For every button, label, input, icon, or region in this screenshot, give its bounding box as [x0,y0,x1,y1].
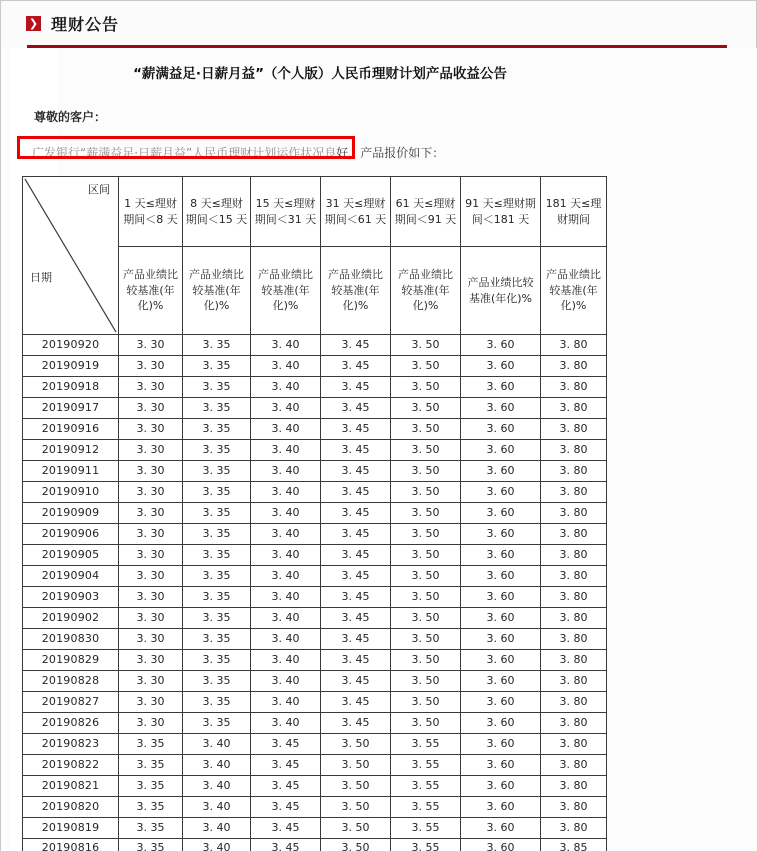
cell-rate: 3. 50 [391,524,461,545]
cell-rate: 3. 60 [461,776,541,797]
cell-date: 20190903 [23,587,119,608]
cell-rate: 3. 45 [321,419,391,440]
cell-rate: 3. 45 [251,818,321,839]
rates-table-head [23,177,607,335]
cell-date: 20190822 [23,755,119,776]
cell-rate: 3. 55 [391,734,461,755]
cell-rate: 3. 40 [251,608,321,629]
cell-rate: 3. 55 [391,797,461,818]
cell-rate: 3. 60 [461,335,541,356]
document-paragraph [32,144,444,161]
cell-date: 20190918 [23,377,119,398]
cell-rate: 3. 35 [119,734,183,755]
cell-rate: 3. 45 [251,755,321,776]
cell-rate: 3. 35 [183,608,251,629]
cell-rate: 3. 30 [119,608,183,629]
cell-rate: 3. 50 [391,650,461,671]
cell-rate: 3. 60 [461,377,541,398]
table-row [23,566,607,587]
cell-rate: 3. 80 [541,335,607,356]
table-row [23,671,607,692]
table-row [23,440,607,461]
table-row [23,818,607,839]
cell-rate: 3. 60 [461,797,541,818]
cell-rate: 3. 35 [183,587,251,608]
table-row [23,335,607,356]
cell-rate: 3. 60 [461,713,541,734]
cell-rate: 3. 30 [119,545,183,566]
cell-rate: 3. 30 [119,650,183,671]
cell-rate: 3. 60 [461,839,541,851]
cell-rate: 3. 30 [119,503,183,524]
cell-rate: 3. 45 [321,524,391,545]
cell-rate: 3. 45 [251,839,321,851]
cell-rate: 3. 35 [119,755,183,776]
cell-rate: 3. 50 [391,335,461,356]
table-row [23,713,607,734]
cell-rate: 3. 50 [321,755,391,776]
table-row [23,377,607,398]
cell-rate: 3. 50 [391,713,461,734]
cell-rate: 3. 60 [461,440,541,461]
cell-rate: 3. 50 [391,356,461,377]
cell-rate: 3. 45 [321,608,391,629]
cell-rate: 3. 80 [541,566,607,587]
cell-rate: 3. 40 [251,356,321,377]
cell-rate: 3. 60 [461,587,541,608]
cell-rate: 3. 80 [541,755,607,776]
table-row [23,419,607,440]
table-row [23,692,607,713]
cell-rate: 3. 35 [183,524,251,545]
cell-rate: 3. 45 [321,545,391,566]
cell-rate: 3. 50 [391,461,461,482]
cell-rate: 3. 40 [251,713,321,734]
cell-rate: 3. 45 [321,650,391,671]
cell-rate: 3. 50 [391,692,461,713]
cell-rate: 3. 35 [183,692,251,713]
cell-rate: 3. 50 [321,797,391,818]
cell-rate: 3. 30 [119,692,183,713]
cell-date: 20190916 [23,419,119,440]
cell-rate: 3. 80 [541,629,607,650]
cell-rate: 3. 80 [541,650,607,671]
cell-rate: 3. 30 [119,482,183,503]
cell-rate: 3. 45 [321,692,391,713]
table-row [23,524,607,545]
paragraph-tail-text: 好，产品报价如下： [336,146,445,160]
cell-date: 20190827 [23,692,119,713]
cell-rate: 3. 35 [119,839,183,851]
cell-rate: 3. 40 [251,377,321,398]
cell-rate: 3. 80 [541,524,607,545]
table-row [23,797,607,818]
table-row [23,629,607,650]
cell-date: 20190829 [23,650,119,671]
cell-date: 20190823 [23,734,119,755]
cell-rate: 3. 35 [183,566,251,587]
cell-rate: 3. 35 [183,335,251,356]
cell-rate: 3. 60 [461,629,541,650]
cell-rate: 3. 80 [541,545,607,566]
table-row [23,608,607,629]
cell-rate: 3. 45 [321,440,391,461]
cell-rate: 3. 55 [391,839,461,851]
table-row [23,734,607,755]
cell-rate: 3. 50 [321,776,391,797]
cell-rate: 3. 40 [251,461,321,482]
cell-rate: 3. 80 [541,671,607,692]
cell-rate: 3. 40 [183,818,251,839]
cell-rate: 3. 45 [321,629,391,650]
cell-rate: 3. 30 [119,356,183,377]
cell-rate: 3. 30 [119,524,183,545]
cell-rate: 3. 35 [183,650,251,671]
cell-rate: 3. 45 [321,335,391,356]
rates-table-body [23,335,607,851]
cell-rate: 3. 50 [391,377,461,398]
cell-rate: 3. 40 [251,398,321,419]
table-row [23,587,607,608]
cell-rate: 3. 40 [251,650,321,671]
cell-rate: 3. 50 [391,671,461,692]
period-header-6: 91 天≤理财期间＜181 天 [461,177,541,247]
cell-date: 20190920 [23,335,119,356]
chevron-right-icon: ❯ [26,16,41,31]
cell-rate: 3. 60 [461,419,541,440]
cell-rate: 3. 35 [183,398,251,419]
cell-rate: 3. 35 [119,776,183,797]
cell-rate: 3. 45 [321,713,391,734]
cell-rate: 3. 80 [541,734,607,755]
cell-rate: 3. 35 [183,671,251,692]
cell-rate: 3. 35 [183,503,251,524]
cell-rate: 3. 80 [541,440,607,461]
page-frame-left [0,0,1,851]
cell-rate: 3. 35 [183,629,251,650]
cell-rate: 3. 30 [119,419,183,440]
period-header-1: 1 天≤理财期间＜8 天 [119,177,183,247]
cell-rate: 3. 80 [541,419,607,440]
cell-rate: 3. 60 [461,650,541,671]
cell-rate: 3. 80 [541,776,607,797]
cell-rate: 3. 55 [391,776,461,797]
cell-rate: 3. 45 [321,566,391,587]
table-row [23,356,607,377]
table-row [23,650,607,671]
cell-rate: 3. 40 [251,566,321,587]
cell-rate: 3. 30 [119,377,183,398]
cell-rate: 3. 40 [183,839,251,851]
cell-rate: 3. 30 [119,671,183,692]
cell-rate: 3. 35 [183,377,251,398]
header-title-group [26,12,119,35]
metric-header-5: 产品业绩比较基准(年化)% [391,247,461,335]
cell-rate: 3. 50 [391,608,461,629]
cell-date: 20190816 [23,839,119,851]
cell-rate: 3. 35 [183,419,251,440]
cell-rate: 3. 40 [251,335,321,356]
cell-rate: 3. 40 [251,692,321,713]
corner-row-label: 日期 [30,271,52,285]
cell-date: 20190906 [23,524,119,545]
cell-rate: 3. 80 [541,398,607,419]
document-salutation: 尊敬的客户： [34,110,107,124]
cell-rate: 3. 45 [321,377,391,398]
cell-rate: 3. 50 [391,419,461,440]
cell-rate: 3. 30 [119,566,183,587]
cell-rate: 3. 80 [541,377,607,398]
metric-header-7: 产品业绩比较基准(年化)% [541,247,607,335]
cell-rate: 3. 35 [119,797,183,818]
rates-table [22,176,607,851]
metric-header-4: 产品业绩比较基准(年化)% [321,247,391,335]
cell-date: 20190828 [23,671,119,692]
cell-rate: 3. 30 [119,398,183,419]
page-title: 理财公告 [51,15,120,34]
cell-rate: 3. 30 [119,335,183,356]
table-row [23,755,607,776]
table-corner-split-cell [23,177,119,335]
document-title: “薪满益足·日薪月益”（个人版）人民币理财计划产品收益公告 [133,66,507,82]
cell-rate: 3. 55 [391,818,461,839]
period-header-4: 31 天≤理财期间＜61 天 [321,177,391,247]
cell-rate: 3. 35 [119,818,183,839]
table-row [23,545,607,566]
cell-rate: 3. 80 [541,503,607,524]
cell-rate: 3. 45 [251,797,321,818]
cell-rate: 3. 30 [119,629,183,650]
cell-rate: 3. 45 [321,461,391,482]
cell-date: 20190910 [23,482,119,503]
metric-header-6: 产品业绩比较基准(年化)% [461,247,541,335]
table-row [23,503,607,524]
cell-rate: 3. 60 [461,692,541,713]
cell-rate: 3. 60 [461,608,541,629]
cell-rate: 3. 50 [321,839,391,851]
cell-rate: 3. 35 [183,461,251,482]
cell-rate: 3. 60 [461,524,541,545]
cell-rate: 3. 50 [391,629,461,650]
cell-date: 20190905 [23,545,119,566]
cell-rate: 3. 45 [321,356,391,377]
cell-date: 20190902 [23,608,119,629]
cell-rate: 3. 40 [251,545,321,566]
cell-rate: 3. 85 [541,839,607,851]
cell-rate: 3. 60 [461,671,541,692]
paragraph-highlighted-text: 广发银行“薪满益足·日薪月益”人民币理财计划运作状况良 [32,146,337,160]
cell-rate: 3. 45 [321,503,391,524]
cell-rate: 3. 30 [119,713,183,734]
cell-rate: 3. 40 [251,587,321,608]
cell-date: 20190819 [23,818,119,839]
cell-rate: 3. 60 [461,356,541,377]
cell-rate: 3. 55 [391,755,461,776]
cell-rate: 3. 60 [461,545,541,566]
cell-date: 20190830 [23,629,119,650]
cell-rate: 3. 60 [461,398,541,419]
period-header-3: 15 天≤理财期间＜31 天 [251,177,321,247]
cell-rate: 3. 40 [251,503,321,524]
cell-date: 20190911 [23,461,119,482]
cell-rate: 3. 80 [541,461,607,482]
cell-rate: 3. 50 [321,734,391,755]
cell-rate: 3. 35 [183,440,251,461]
cell-rate: 3. 80 [541,587,607,608]
cell-rate: 3. 50 [391,566,461,587]
cell-rate: 3. 45 [321,482,391,503]
page-header [1,1,756,48]
cell-rate: 3. 40 [251,440,321,461]
cell-date: 20190904 [23,566,119,587]
cell-rate: 3. 50 [391,503,461,524]
cell-rate: 3. 50 [321,818,391,839]
cell-rate: 3. 50 [391,440,461,461]
cell-rate: 3. 60 [461,566,541,587]
cell-rate: 3. 40 [183,797,251,818]
metric-header-2: 产品业绩比较基准(年化)% [183,247,251,335]
cell-rate: 3. 45 [321,398,391,419]
cell-rate: 3. 35 [183,482,251,503]
cell-rate: 3. 40 [251,671,321,692]
cell-date: 20190826 [23,713,119,734]
diagonal-divider-icon [23,177,118,334]
cell-rate: 3. 80 [541,692,607,713]
metric-header-1: 产品业绩比较基准(年化)% [119,247,183,335]
table-row [23,839,607,851]
cell-rate: 3. 80 [541,713,607,734]
cell-rate: 3. 40 [251,419,321,440]
table-header-row-periods [23,177,607,247]
cell-rate: 3. 60 [461,734,541,755]
cell-rate: 3. 35 [183,356,251,377]
cell-rate: 3. 60 [461,503,541,524]
cell-rate: 3. 80 [541,482,607,503]
cell-rate: 3. 50 [391,482,461,503]
table-row [23,482,607,503]
cell-rate: 3. 50 [391,398,461,419]
cell-rate: 3. 45 [321,671,391,692]
cell-rate: 3. 45 [251,776,321,797]
table-row [23,461,607,482]
cell-rate: 3. 80 [541,356,607,377]
cell-rate: 3. 60 [461,755,541,776]
cell-rate: 3. 45 [251,734,321,755]
cell-rate: 3. 60 [461,461,541,482]
cell-rate: 3. 50 [391,587,461,608]
corner-column-label: 区间 [88,183,110,196]
cell-rate: 3. 40 [251,482,321,503]
cell-rate: 3. 40 [183,755,251,776]
cell-rate: 3. 60 [461,818,541,839]
cell-rate: 3. 30 [119,461,183,482]
cell-rate: 3. 40 [183,776,251,797]
cell-rate: 3. 35 [183,713,251,734]
cell-rate: 3. 45 [321,587,391,608]
period-header-2: 8 天≤理财期间＜15 天 [183,177,251,247]
cell-rate: 3. 40 [251,629,321,650]
cell-rate: 3. 40 [183,734,251,755]
cell-rate: 3. 40 [251,524,321,545]
cell-rate: 3. 30 [119,587,183,608]
cell-date: 20190912 [23,440,119,461]
cell-date: 20190909 [23,503,119,524]
cell-rate: 3. 80 [541,797,607,818]
cell-date: 20190917 [23,398,119,419]
cell-rate: 3. 35 [183,545,251,566]
table-row [23,776,607,797]
cell-rate: 3. 50 [391,545,461,566]
metric-header-3: 产品业绩比较基准(年化)% [251,247,321,335]
cell-rate: 3. 30 [119,440,183,461]
table-row [23,398,607,419]
cell-date: 20190821 [23,776,119,797]
period-header-7: 181 天≤理财期间 [541,177,607,247]
cell-rate: 3. 80 [541,608,607,629]
cell-date: 20190919 [23,356,119,377]
cell-rate: 3. 80 [541,818,607,839]
cell-rate: 3. 60 [461,482,541,503]
cell-date: 20190820 [23,797,119,818]
period-header-5: 61 天≤理财期间＜91 天 [391,177,461,247]
